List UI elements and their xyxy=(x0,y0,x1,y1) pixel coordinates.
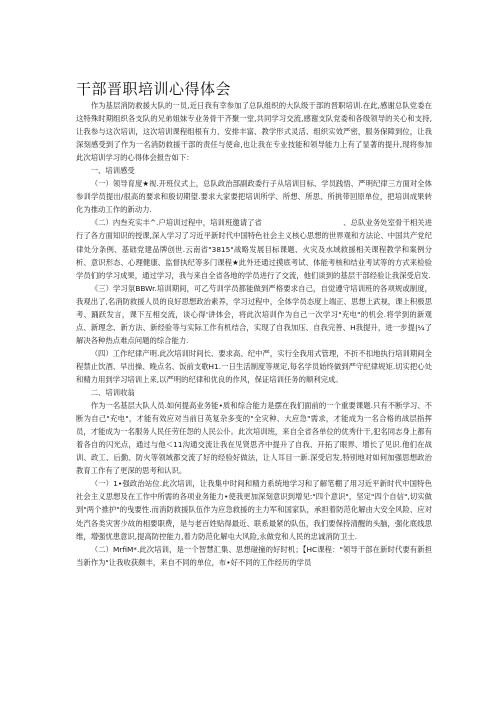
section-heading-2: 二、培训收翁 xyxy=(90,388,135,398)
paragraph-gains: 作为一名基层大队人员.如何提高业务能•质和综合能力是摆在我们面前的一个重要课题.只有不断学习、不断为自己"充电"，才能有效应对当前日英复杂多变的"全灾种、大应急"需求，才能成为一名合格的战层指挥员，才能成为一名服务人民任劳任怨的人民公仆。此次培训班，来自全省各单位的优秀什干,犯名同志身上都有着各自的闪光点，通过与他＜11沟通交流让我在见贤思齐中提升了自我、开拓了眼界、增长了见识.他们在战训、政工、后勤、防火等领域都交流了好的经验好做法，让人耳目一新.深受启发,特别地对如何加强思想政治教育工作有了更深的思考和认识。 xyxy=(76,401,432,476)
paragraph-content: 《二）内叁充实丰^.户培训过程中，培训班邀请了省 、总队业务处室骨干相关进行了各方面知识的授课,深入学习了习近平新时代中国特色社会主义核心思想的世界观和方法论、中国共产党纪律处分条例、基础党建品牌创世.云南省"3815"战略发展目标课题、火灾及水域救援相关课程教学和案例分析、意识形态、心理健康、监督执纪等多门课程★此外还通过摸底考试、体能考核和结业考试等的方式来检验学员们的学习成果，通过学习，我与来自全省各地的学员进行了交流，他们谈到的基层干部经验让我深受启发. xyxy=(76,218,432,280)
paragraph-wisdom: （二）MrfiM*.此次培训，是一个智慧汇集、思想碰撞的好时机；【HC课程："领导干部在新时代要有新担当新作为"让我收获颇丰，来自不同的单位，布•好不同的工作经历的学员 xyxy=(76,544,432,567)
paragraph-discipline: （四）工作纪律产明.此次培训时间长、要求高、纪中严，实行全我用式管理，不折不扣地执行培训期间全程禁止饮酒、早出操、晚点名、饭前支歌H1.一日生活制度等规定,每名学员始终做到严守纪律规矩.切实把心处和精力用到学习培训上来,以严明的纪律和优良的作风，保证培训任务的顺利完成。 xyxy=(76,348,432,384)
paragraph-political: （一）1•强政治站位.此次培训，让我集中时间和精力系统地学习和了解笔棚了用习近平新时代中国特色社会主义思想及在工作中所需的各项业务能力•使我更加深刻意识到增见:"四个意识"，坚定"四个自信",切实做到"两个推护"的曳要性.而消防救援队伍作为应急救援的主力军和国家队，承担着防范化解由大安全风险、应对处汽各类灾害少故的相要职费，是与老百姓贴得最近、联系最紧的队伍，我们要保持清醒的头脑，强化底线思维，增强忧患意识,提高防控能力,着力防范化解屯大风险,永做党和人民的忠诚消防卫士. xyxy=(76,479,432,541)
intro-paragraph: 作为基层消防救援大队的一员,近日我有幸参加了总队组织的大队级干部的晋职培训.在此,感谢总队党委在这特殊时期组织各支队的兄弟姐妹专业务骨干齐聚一堂,共同学习交流,感谢支队党委和各级领导的关心和支持,让我参与这次培训，这次培训课程组根有力、安排丰富、教学形式灵活、组织实效严密，服务保障到位，让我深刻感受到了作为一名消防救援干部的责任与使命,也让我在专业技能和领导能力上有了显著的提升,现将参加此次培训学习的心得体会报告如下： xyxy=(76,101,432,163)
document-body xyxy=(76,99,432,569)
paragraph-leadership: （一）领导育度★视.开班仪式上，总队政治部副政委行子从培训目标、学员践悟、严明纪律三方面对全体参训学员提出/很高的要求和殷切期望.要求大家要把培训所学、所想、所思、所挑带回原单位，把培训成果转化为推动工作的新动力. xyxy=(76,179,432,215)
section-heading-1: 一、培训感受 xyxy=(90,166,135,176)
paragraph-atmosphere: 《三）学习氛BBWr.培训期间，可乙芍训学员都能做到严格要求自己，自觉遵守培训班的各项规或制度，我观出了,名消防救援人员的良好思想政治素养，学习过程中，全体学员态度上端正、思想上武视，课上积极思考、踊跃发言，课下互相交流，谈心得'讲体会，将此次培训作为自己一次学习"充电"的机会.将学到的新观点、新理念、新方法、新经验等与实际工作有机结合，实现了自我加压、自我完善、H我提升，进一步提|¼了解决各种热点难点问题的综合能力. xyxy=(76,283,432,345)
document-title: 干部晋职培训心得体会 xyxy=(76,80,232,99)
